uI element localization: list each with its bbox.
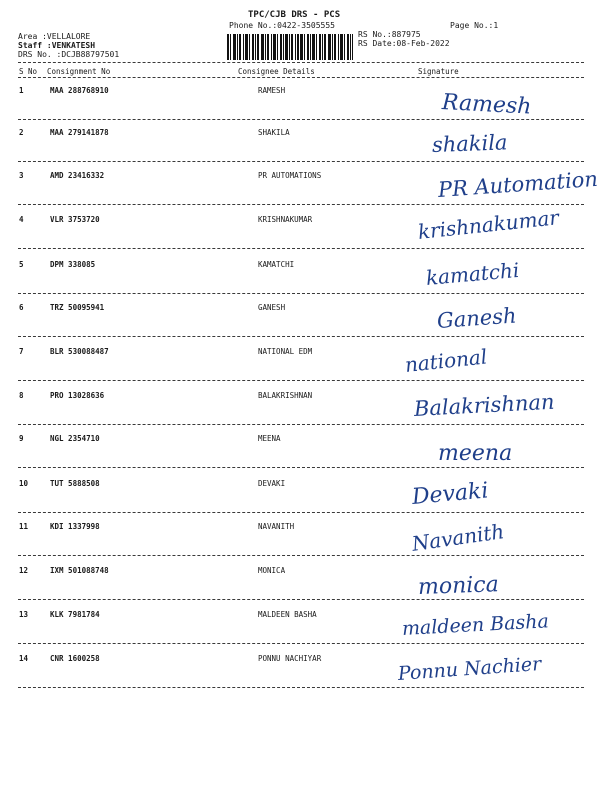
- row-handwritten-signature: maldeen Basha: [401, 610, 550, 640]
- row-consignment-number: PRO 13028636: [50, 391, 105, 400]
- row-consignee-name: MONICA: [258, 566, 286, 575]
- row-serial-number: 6: [19, 303, 24, 312]
- column-header-consignment: Consignment No: [47, 67, 111, 76]
- column-header-signature: Signature: [418, 67, 459, 76]
- row-consignee-name: DEVAKI: [258, 479, 286, 488]
- row-serial-number: 10: [19, 479, 29, 488]
- row-consignment-number: TRZ 50095941: [50, 303, 105, 312]
- document-title: TPC/CJB DRS - PCS: [248, 10, 341, 20]
- area-label: Area :VELLALORE: [18, 32, 91, 41]
- row-handwritten-signature: meena: [438, 441, 513, 466]
- row-consignment-number: IXM 501088748: [50, 566, 109, 575]
- row-consignee-name: NAVANITH: [258, 522, 295, 531]
- row-serial-number: 9: [19, 434, 24, 443]
- row-divider: [18, 380, 584, 381]
- row-serial-number: 12: [19, 566, 29, 575]
- row-consignee-name: BALAKRISHNAN: [258, 391, 313, 400]
- header-divider: [18, 62, 584, 63]
- row-divider: [18, 512, 584, 513]
- rs-date: RS Date:08-Feb-2022: [358, 39, 450, 48]
- column-header-consignee: Consignee Details: [238, 67, 315, 76]
- row-consignment-number: TUT 5888508: [50, 479, 100, 488]
- rs-number: RS No.:887975: [358, 30, 421, 39]
- row-consignee-name: RAMESH: [258, 86, 286, 95]
- row-handwritten-signature: PR Automation: [437, 166, 599, 202]
- row-consignee-name: GANESH: [258, 303, 286, 312]
- row-handwritten-signature: Ponnu Nachier: [397, 653, 542, 685]
- row-divider: [18, 555, 584, 556]
- row-handwritten-signature: monica: [417, 572, 500, 600]
- row-handwritten-signature: krishnakumar: [416, 205, 560, 244]
- row-consignee-name: KRISHNAKUMAR: [258, 215, 313, 224]
- row-consignment-number: MAA 279141878: [50, 128, 109, 137]
- row-consignee-name: KAMATCHI: [258, 260, 295, 269]
- row-consignment-number: MAA 288768910: [50, 86, 109, 95]
- row-serial-number: 13: [19, 610, 29, 619]
- staff-label: Staff :VENKATESH: [18, 41, 96, 50]
- row-divider: [18, 467, 584, 468]
- row-divider: [18, 119, 584, 120]
- page-number: Page No.:1: [450, 21, 499, 30]
- row-serial-number: 7: [19, 347, 24, 356]
- row-divider: [18, 293, 584, 294]
- row-handwritten-signature: shakila: [431, 130, 508, 157]
- row-handwritten-signature: Ganesh: [436, 303, 518, 333]
- row-handwritten-signature: kamatchi: [424, 257, 521, 290]
- phone-number: Phone No.:0422-3505555: [229, 21, 335, 30]
- row-serial-number: 1: [19, 86, 24, 95]
- row-divider: [18, 336, 584, 337]
- row-divider: [18, 248, 584, 249]
- row-divider: [18, 161, 584, 162]
- row-consignment-number: BLR 530088487: [50, 347, 109, 356]
- row-serial-number: 4: [19, 215, 24, 224]
- row-consignment-number: VLR 3753720: [50, 215, 100, 224]
- row-divider: [18, 204, 584, 205]
- row-consignee-name: MEENA: [258, 434, 281, 443]
- row-handwritten-signature: Devaki: [410, 478, 490, 510]
- row-consignee-name: MALDEEN BASHA: [258, 610, 317, 619]
- row-serial-number: 3: [19, 171, 24, 180]
- column-header-divider: [18, 77, 584, 78]
- row-consignee-name: PR AUTOMATIONS: [258, 171, 322, 180]
- row-divider: [18, 643, 584, 644]
- row-consignment-number: AMD 23416332: [50, 171, 105, 180]
- row-consignment-number: CNR 1600258: [50, 654, 100, 663]
- drs-number: DRS No. :DCJB88797501: [18, 50, 120, 59]
- row-consignment-number: KDI 1337998: [50, 522, 100, 531]
- row-serial-number: 11: [19, 522, 29, 531]
- row-consignment-number: NGL 2354710: [50, 434, 100, 443]
- row-serial-number: 8: [19, 391, 24, 400]
- row-handwritten-signature: national: [403, 344, 489, 377]
- row-divider: [18, 424, 584, 425]
- barcode-image: [227, 34, 353, 60]
- row-consignee-name: PONNU NACHIYAR: [258, 654, 322, 663]
- row-handwritten-signature: Ramesh: [441, 90, 533, 120]
- row-handwritten-signature: Balakrishnan: [413, 389, 555, 421]
- row-serial-number: 14: [19, 654, 29, 663]
- row-serial-number: 2: [19, 128, 24, 137]
- row-consignment-number: DPM 338085: [50, 260, 96, 269]
- row-consignment-number: KLK 7981784: [50, 610, 100, 619]
- row-handwritten-signature: Navanith: [410, 519, 506, 556]
- row-divider: [18, 687, 584, 688]
- row-consignee-name: SHAKILA: [258, 128, 290, 137]
- row-serial-number: 5: [19, 260, 24, 269]
- row-divider: [18, 599, 584, 600]
- row-consignee-name: NATIONAL EDM: [258, 347, 313, 356]
- column-header-sno: S No: [19, 67, 38, 76]
